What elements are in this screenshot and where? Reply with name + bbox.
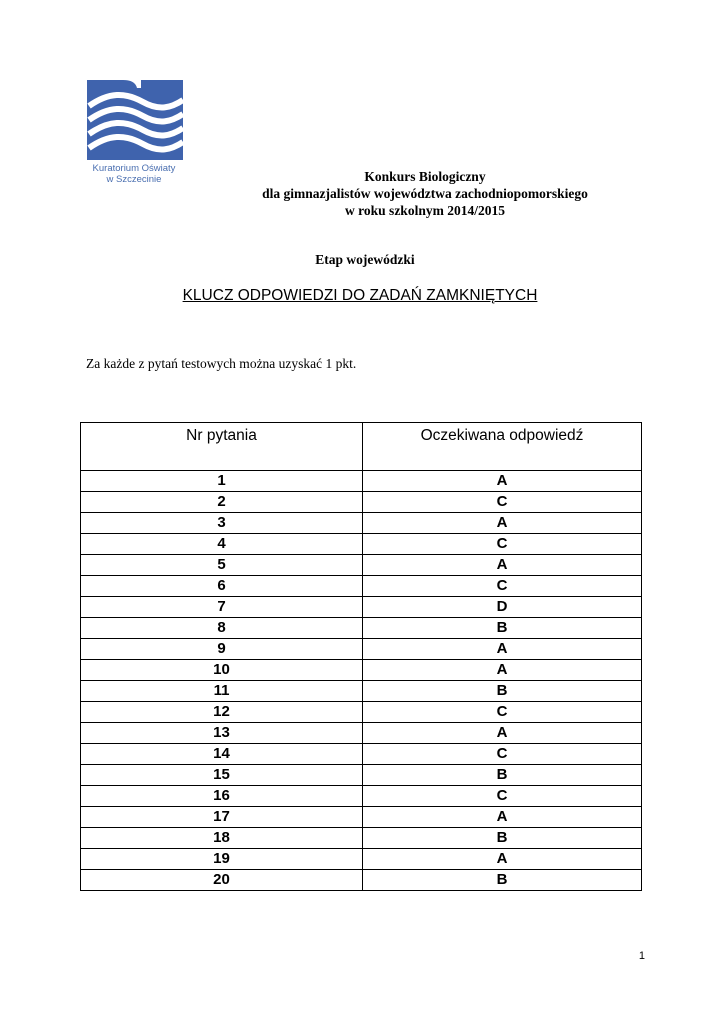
table-row xyxy=(81,765,642,786)
table-row xyxy=(81,555,642,576)
table-row xyxy=(81,786,642,807)
table-row xyxy=(81,618,642,639)
table-row xyxy=(81,513,642,534)
question-number: 6 xyxy=(81,576,363,597)
logo-caption-line2: w Szczecinie xyxy=(106,174,162,185)
question-number: 3 xyxy=(81,513,363,534)
document-header xyxy=(200,168,650,219)
table-row xyxy=(81,492,642,513)
answer: A xyxy=(363,723,642,744)
table-row xyxy=(81,534,642,555)
page-number: 1 xyxy=(638,950,645,962)
answer: B xyxy=(363,870,642,891)
answer: A xyxy=(363,849,642,870)
answer: B xyxy=(363,765,642,786)
question-number: 5 xyxy=(81,555,363,576)
question-number: 7 xyxy=(81,597,363,618)
question-number: 17 xyxy=(81,807,363,828)
waves-logo-icon xyxy=(85,78,185,163)
table-row xyxy=(81,576,642,597)
question-number: 14 xyxy=(81,744,363,765)
answer: A xyxy=(363,807,642,828)
table-row xyxy=(81,471,642,492)
answer: A xyxy=(363,639,642,660)
answer: C xyxy=(363,786,642,807)
table-row xyxy=(81,681,642,702)
table-header-row xyxy=(81,423,642,471)
header-expected-answer: Oczekiwana odpowiedź xyxy=(363,423,642,471)
answer: C xyxy=(363,534,642,555)
question-number: 12 xyxy=(81,702,363,723)
header-line1: Konkurs Biologiczny xyxy=(364,169,486,184)
answer: B xyxy=(363,681,642,702)
logo-caption-line1: Kuratorium Oświaty xyxy=(92,163,176,174)
table-row xyxy=(81,828,642,849)
answer-key-table xyxy=(80,422,642,891)
question-number: 1 xyxy=(81,471,363,492)
header-line3: w roku szkolnym 2014/2015 xyxy=(345,203,505,218)
question-number: 4 xyxy=(81,534,363,555)
table-row xyxy=(81,744,642,765)
scoring-note: Za każde z pytań testowych można uzyskać 1 pkt. xyxy=(86,356,357,371)
answer: B xyxy=(363,828,642,849)
answer: A xyxy=(363,555,642,576)
question-number: 20 xyxy=(81,870,363,891)
logo-caption xyxy=(78,163,190,185)
question-number: 13 xyxy=(81,723,363,744)
question-number: 15 xyxy=(81,765,363,786)
question-number: 11 xyxy=(81,681,363,702)
answer: A xyxy=(363,513,642,534)
answer: D xyxy=(363,597,642,618)
question-number: 10 xyxy=(81,660,363,681)
question-number: 19 xyxy=(81,849,363,870)
answer: C xyxy=(363,744,642,765)
question-number: 2 xyxy=(81,492,363,513)
table-row xyxy=(81,702,642,723)
table-row xyxy=(81,639,642,660)
answer: C xyxy=(363,702,642,723)
answer: A xyxy=(363,660,642,681)
answer: C xyxy=(363,492,642,513)
question-number: 18 xyxy=(81,828,363,849)
answer-key-title: KLUCZ ODPOWIEDZI DO ZADAŃ ZAMKNIĘTYCH xyxy=(182,287,538,304)
header-line2: dla gimnazjalistów województwa zachodniopomorskiego xyxy=(262,186,588,201)
table-row xyxy=(81,597,642,618)
table-row xyxy=(81,849,642,870)
stage-label: Etap wojewódzki xyxy=(315,252,415,267)
table-row xyxy=(81,723,642,744)
question-number: 9 xyxy=(81,639,363,660)
question-number: 8 xyxy=(81,618,363,639)
question-number: 16 xyxy=(81,786,363,807)
table-row xyxy=(81,807,642,828)
table-row xyxy=(81,660,642,681)
table-row xyxy=(81,870,642,891)
answer: B xyxy=(363,618,642,639)
answer: A xyxy=(363,471,642,492)
answer: C xyxy=(363,576,642,597)
header-question-number: Nr pytania xyxy=(81,423,363,471)
